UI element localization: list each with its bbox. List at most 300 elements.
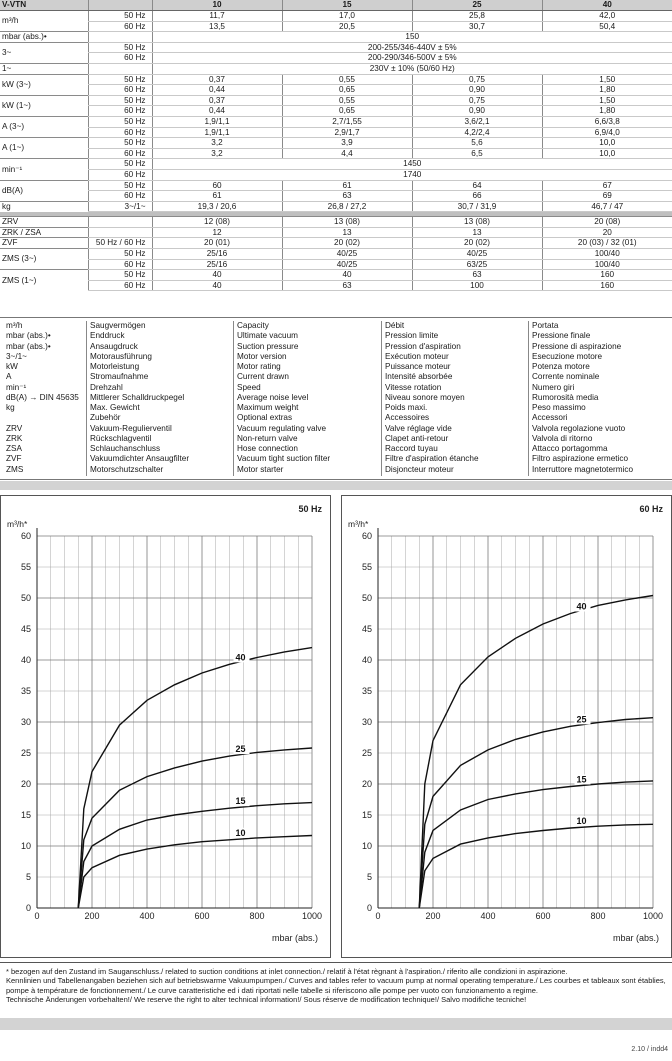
legend-entry: Motor version: [237, 351, 287, 361]
table-row: [0, 249, 672, 260]
legend-entry: Valvola regolazione vuoto: [532, 423, 626, 433]
y-tick-label: 50: [361, 593, 372, 603]
chart-title: 50 Hz: [298, 504, 322, 514]
y-tick-label: 0: [25, 903, 31, 913]
value-cell: 30,7: [412, 21, 542, 32]
y-tick-label: 55: [20, 562, 31, 572]
legend-entry: Saugvermögen: [90, 321, 146, 330]
value-cell: 61: [282, 180, 412, 191]
y-tick-label: 30: [20, 717, 31, 727]
frequency-cell: [88, 63, 152, 74]
frequency-cell: 50 Hz: [88, 11, 152, 22]
chart-panel-60hz: [341, 495, 672, 958]
value-cell: 20 (08): [542, 217, 672, 228]
frequency-cell: [88, 227, 152, 238]
legend-entry: Motorleistung: [90, 362, 140, 371]
series-label: 10: [576, 816, 587, 827]
x-axis-label: mbar (abs.): [271, 933, 318, 943]
frequency-cell: 50 Hz: [88, 270, 152, 281]
row-label: ZRV: [0, 217, 88, 228]
frequency-cell: 50 Hz: [88, 74, 152, 85]
legend-entry: Drehzahl: [90, 382, 123, 392]
y-tick-label: 25: [361, 748, 372, 758]
table-row: [0, 42, 672, 53]
value-cell: 200-255/346-440V ± 5%: [152, 42, 672, 53]
table-row: [0, 95, 672, 106]
legend-entry: Vakuum-Regulierventil: [90, 423, 172, 433]
bottom-band: [0, 1018, 672, 1030]
legend-entry: dB(A) → DIN 45635: [6, 392, 79, 402]
value-cell: 6,6/3,8: [542, 116, 672, 127]
y-tick-label: 40: [20, 655, 31, 665]
frequency-cell: 60 Hz: [88, 127, 152, 138]
legend-entry: m³/h: [6, 321, 23, 330]
value-cell: 40/25: [282, 249, 412, 260]
value-cell: 1,80: [542, 106, 672, 117]
legend-entry: Schlauchanschluss: [90, 444, 161, 453]
table-row: [0, 270, 672, 281]
value-cell: 25,8: [412, 11, 542, 22]
y-tick-label: 20: [20, 779, 31, 789]
row-label: ZMS (3~): [0, 249, 88, 270]
legend-entry: Attacco portagomma: [532, 444, 608, 453]
series-label: 10: [235, 827, 246, 838]
y-tick-label: 15: [361, 810, 372, 820]
frequency-cell: 60 Hz: [88, 259, 152, 270]
value-cell: 13 (08): [282, 217, 412, 228]
legend-entry: mbar (abs.)•: [6, 331, 51, 341]
table-row: [0, 21, 672, 32]
legend-entry: Vitesse rotation: [385, 382, 442, 392]
value-cell: 10,0: [542, 148, 672, 159]
frequency-cell: 50 Hz: [88, 138, 152, 149]
y-tick-label: 25: [20, 748, 31, 758]
row-label: dB(A): [0, 180, 88, 201]
legend-french: [385, 321, 479, 475]
value-cell: 1,80: [542, 85, 672, 96]
value-cell: 64: [412, 180, 542, 191]
value-cell: 63: [412, 270, 542, 281]
table-row: [0, 201, 672, 212]
value-cell: 69: [542, 191, 672, 202]
value-cell: 20: [542, 227, 672, 238]
table-row: [0, 74, 672, 85]
legend-entry: Potenza motore: [532, 362, 590, 371]
row-label: A (3~): [0, 116, 88, 137]
value-cell: 60: [152, 180, 282, 191]
table-row: [0, 11, 672, 22]
frequency-cell: 50 Hz: [88, 180, 152, 191]
legend-entry: Stromaufnahme: [90, 372, 149, 382]
legend-entry: Zubehör: [90, 413, 121, 423]
value-cell: 4,2/2,4: [412, 127, 542, 138]
value-cell: 13: [282, 227, 412, 238]
x-axis-label: mbar (abs.): [612, 933, 659, 943]
x-tick-label: 600: [194, 911, 210, 921]
x-tick-label: 400: [139, 911, 155, 921]
value-cell: 100/40: [542, 249, 672, 260]
table-row: [0, 148, 672, 159]
legend-symbols: [6, 321, 79, 475]
value-cell: 5,6: [412, 138, 542, 149]
legend-entry: Clapet anti-retour: [385, 433, 449, 443]
legend-entry: ZVF: [6, 454, 22, 464]
row-label: mbar (abs.)•: [0, 32, 88, 43]
y-tick-label: 35: [361, 686, 372, 696]
capacity-chart-50hz: [1, 496, 330, 957]
value-cell: 0,37: [152, 74, 282, 85]
row-label: A (1~): [0, 138, 88, 159]
legend-entry: Exécution moteur: [385, 351, 449, 361]
x-tick-label: 200: [84, 911, 100, 921]
value-cell: 1,9/1,1: [152, 116, 282, 127]
table-row: [0, 53, 672, 64]
y-tick-label: 55: [361, 562, 372, 572]
value-cell: 0,65: [282, 85, 412, 96]
legend-english: [237, 321, 330, 475]
series-label: 15: [576, 774, 587, 785]
value-cell: 40/25: [282, 259, 412, 270]
value-cell: 3,6/2,1: [412, 116, 542, 127]
legend-entry: ZRK: [6, 433, 23, 443]
frequency-cell: 50 Hz: [88, 159, 152, 170]
legend-entry: Vacuum tight suction filter: [237, 454, 331, 464]
legend-entry: Speed: [237, 382, 261, 392]
frequency-cell: [88, 217, 152, 228]
legend-entry: Intensité absorbée: [385, 372, 453, 382]
table-header-cell: 15: [282, 0, 412, 11]
frequency-cell: 50 Hz: [88, 116, 152, 127]
series-line: [419, 596, 653, 909]
legend-entry: Peso massimo: [532, 403, 586, 412]
legend-entry: Motor starter: [237, 464, 284, 474]
legend-entry: Pression limite: [385, 331, 439, 341]
legend-entry: ZRV: [6, 423, 23, 433]
abbreviation-legend: [0, 317, 672, 480]
legend-entry: Débit: [385, 321, 405, 330]
value-cell: 1,50: [542, 74, 672, 85]
legend-entry: Niveau sonore moyen: [385, 392, 465, 402]
legend-entry: Esecuzione motore: [532, 351, 603, 361]
value-cell: 1,50: [542, 95, 672, 106]
chart-panel-50hz: [0, 495, 331, 958]
legend-entry: Accessoires: [385, 413, 430, 423]
value-cell: 13 (08): [412, 217, 542, 228]
legend-entry: kg: [6, 403, 15, 412]
legend-entry: Ultimate vacuum: [237, 331, 298, 341]
legend-entry: Corrente nominale: [532, 372, 600, 382]
table-header-cell: 25: [412, 0, 542, 11]
legend-entry: min⁻¹: [6, 382, 27, 392]
frequency-cell: 50 Hz: [88, 42, 152, 53]
value-cell: 26,8 / 27,2: [282, 201, 412, 212]
series-label: 40: [576, 601, 587, 612]
legend-entry: Non-return valve: [237, 433, 298, 443]
legend-entry: Current drawn: [237, 372, 289, 382]
chart-title: 60 Hz: [639, 504, 663, 514]
value-cell: 20 (02): [412, 238, 542, 249]
value-cell: 19,3 / 20,6: [152, 201, 282, 212]
value-cell: 1450: [152, 159, 672, 170]
legend-entry: Optional extras: [237, 413, 293, 423]
row-label: m³/h: [0, 11, 88, 32]
value-cell: 0,55: [282, 74, 412, 85]
value-cell: 100/40: [542, 259, 672, 270]
y-tick-label: 35: [20, 686, 31, 696]
x-tick-label: 400: [480, 911, 496, 921]
legend-entry: Vacuum regulating valve: [237, 423, 327, 433]
x-tick-label: 800: [249, 911, 265, 921]
value-cell: 11,7: [152, 11, 282, 22]
value-cell: 13,5: [152, 21, 282, 32]
frequency-cell: 60 Hz: [88, 85, 152, 96]
table-row: [0, 169, 672, 180]
table-header-cell: [88, 0, 152, 11]
x-tick-label: 200: [425, 911, 441, 921]
table-row: [0, 85, 672, 96]
legend-entry: Motorschutzschalter: [90, 464, 164, 474]
value-cell: 160: [542, 270, 672, 281]
series-label: 40: [235, 652, 246, 663]
value-cell: 100: [412, 280, 542, 291]
value-cell: 0,65: [282, 106, 412, 117]
separator-band: [0, 481, 672, 490]
value-cell: 50,4: [542, 21, 672, 32]
value-cell: 20 (02): [282, 238, 412, 249]
y-tick-label: 40: [361, 655, 372, 665]
table-row: [0, 280, 672, 291]
y-tick-label: 60: [361, 531, 372, 541]
row-label: ZVF: [0, 238, 88, 249]
frequency-cell: 3~/1~: [88, 201, 152, 212]
series-line: [78, 648, 312, 908]
table-header-cell: 10: [152, 0, 282, 11]
legend-entry: Motorausführung: [90, 351, 152, 361]
value-cell: 40: [152, 270, 282, 281]
table-row: [0, 191, 672, 202]
table-row: [0, 180, 672, 191]
value-cell: 160: [542, 280, 672, 291]
value-cell: 20 (01): [152, 238, 282, 249]
legend-entry: A: [6, 372, 12, 382]
legend-entry: Max. Gewicht: [90, 403, 140, 412]
row-label: 1~: [0, 63, 88, 74]
y-tick-label: 5: [25, 872, 31, 882]
value-cell: 40: [282, 270, 412, 281]
value-cell: 17,0: [282, 11, 412, 22]
y-tick-label: 10: [20, 841, 31, 851]
legend-entry: Average noise level: [237, 392, 309, 402]
frequency-cell: 60 Hz: [88, 53, 152, 64]
value-cell: 6,5: [412, 148, 542, 159]
value-cell: 3,9: [282, 138, 412, 149]
row-label: kW (1~): [0, 95, 88, 116]
legend-entry: Numero giri: [532, 382, 575, 392]
legend-german: [90, 321, 189, 475]
legend-entry: Disjoncteur moteur: [385, 464, 454, 474]
y-tick-label: 45: [20, 624, 31, 634]
series-label: 25: [235, 744, 246, 755]
series-line: [419, 781, 653, 908]
legend-entry: Motor rating: [237, 362, 281, 371]
value-cell: 67: [542, 180, 672, 191]
footnote-changes: Technische Änderungen vorbehalten!/ We reserve the right to alter technical information!/ Sous réserve de modification technique!/ Salvo modifiche tecniche!: [6, 995, 527, 1005]
frequency-cell: 50 Hz / 60 Hz: [88, 238, 152, 249]
frequency-cell: 60 Hz: [88, 191, 152, 202]
legend-entry: Poids maxi.: [385, 403, 428, 412]
legend-entry: Filtre d'aspiration étanche: [385, 454, 479, 464]
value-cell: 30,7 / 31,9: [412, 201, 542, 212]
table-header-cell: 40: [542, 0, 672, 11]
y-tick-label: 15: [20, 810, 31, 820]
legend-entry: Vakuumdichter Ansaugfilter: [90, 454, 190, 464]
legend-entry: Accessori: [532, 413, 568, 423]
frequency-cell: 60 Hz: [88, 148, 152, 159]
table-row: [0, 159, 672, 170]
table-row: [0, 127, 672, 138]
legend-entry: Pression d'aspiration: [385, 341, 461, 351]
legend-entry: Valve réglage vide: [385, 423, 452, 433]
value-cell: 1,9/1,1: [152, 127, 282, 138]
value-cell: 0,55: [282, 95, 412, 106]
legend-entry: kW: [6, 362, 18, 371]
value-cell: 2,9/1,7: [282, 127, 412, 138]
legend-entry: Interruttore magnetotermico: [532, 464, 634, 474]
y-tick-label: 30: [361, 717, 372, 727]
value-cell: 2,7/1,55: [282, 116, 412, 127]
legend-entry: Hose connection: [237, 444, 298, 453]
table-row: [0, 32, 672, 43]
table-row: [0, 238, 672, 249]
legend-entry: Pressione finale: [532, 331, 591, 341]
value-cell: 200-290/346-500V ± 5%: [152, 53, 672, 64]
legend-entry: Ansaugdruck: [90, 341, 138, 351]
legend-entry: Raccord tuyau: [385, 444, 438, 453]
frequency-cell: 50 Hz: [88, 249, 152, 260]
value-cell: 25/16: [152, 259, 282, 270]
footer-notes: [0, 962, 672, 1042]
y-axis-label: m³/h*: [7, 519, 28, 529]
series-line: [419, 718, 653, 908]
value-cell: 42,0: [542, 11, 672, 22]
table-row: [0, 63, 672, 74]
legend-entry: ZSA: [6, 444, 22, 453]
x-tick-label: 600: [535, 911, 551, 921]
series-label: 15: [235, 796, 246, 807]
value-cell: 1740: [152, 169, 672, 180]
value-cell: 3,2: [152, 138, 282, 149]
value-cell: 63: [282, 191, 412, 202]
x-tick-label: 0: [34, 911, 40, 921]
series-line: [419, 824, 653, 908]
legend-entry: Portata: [532, 321, 559, 330]
table-row: [0, 106, 672, 117]
legend-entry: [6, 413, 79, 423]
specifications-table: [0, 0, 672, 291]
value-cell: 61: [152, 191, 282, 202]
y-tick-label: 45: [361, 624, 372, 634]
value-cell: 12: [152, 227, 282, 238]
legend-entry: ZMS: [6, 464, 24, 474]
legend-entry: mbar (abs.)•: [6, 341, 51, 351]
table-row: [0, 227, 672, 238]
y-tick-label: 50: [20, 593, 31, 603]
value-cell: 3,2: [152, 148, 282, 159]
value-cell: 6,9/4,0: [542, 127, 672, 138]
y-tick-label: 10: [361, 841, 372, 851]
value-cell: 20 (03) / 32 (01): [542, 238, 672, 249]
row-label: 3~: [0, 42, 88, 63]
series-label: 25: [576, 714, 587, 725]
legend-italian: [532, 321, 633, 475]
value-cell: 25/16: [152, 249, 282, 260]
value-cell: 20,5: [282, 21, 412, 32]
legend-entry: Mittlerer Schalldruckpegel: [90, 392, 185, 402]
value-cell: 150: [152, 32, 672, 43]
series-line: [78, 748, 312, 908]
y-tick-label: 60: [20, 531, 31, 541]
legend-entry: Rumorosità media: [532, 392, 599, 402]
footnote-temperature: Kennlinien und Tabellenangaben beziehen sich auf betriebswarme Vakuumpumpen./ Curves and tables refer to vacuum pump at normal operating temperature./ Les courbes et tableaux sont établies, pompe à température de fonctionnement./ Le curve caratteristiche ed i dati riportati nelle tabelle si riferiscono alle pompe per vuoto con funzionamento a regime.: [6, 976, 666, 995]
legend-entry: Enddruck: [90, 331, 125, 341]
table-row: [0, 259, 672, 270]
value-cell: 12 (08): [152, 217, 282, 228]
value-cell: 0,37: [152, 95, 282, 106]
frequency-cell: [88, 32, 152, 43]
frequency-cell: 60 Hz: [88, 21, 152, 32]
legend-entry: Maximum weight: [237, 403, 299, 412]
table-row: [0, 116, 672, 127]
frequency-cell: 60 Hz: [88, 280, 152, 291]
x-tick-label: 1000: [642, 911, 664, 921]
table-row: [0, 138, 672, 149]
legend-entry: Filtro aspirazione ermetico: [532, 454, 629, 464]
series-line: [78, 803, 312, 908]
frequency-cell: 50 Hz: [88, 95, 152, 106]
footnote-inlet: * bezogen auf den Zustand im Sauganschluss./ related to suction conditions at inlet connection./ relatif à l'état règnant à l'aspiration./ riferito alle condizioni in aspirazione.: [6, 967, 568, 976]
value-cell: 0,44: [152, 106, 282, 117]
value-cell: 40: [152, 280, 282, 291]
legend-entry: 3~/1~: [6, 351, 27, 361]
value-cell: 0,44: [152, 85, 282, 96]
y-tick-label: 0: [366, 903, 372, 913]
x-tick-label: 1000: [301, 911, 323, 921]
value-cell: 0,90: [412, 106, 542, 117]
x-tick-label: 0: [375, 911, 381, 921]
legend-entry: Suction pressure: [237, 341, 299, 351]
legend-entry: Pressione di aspirazione: [532, 341, 622, 351]
row-label: ZRK / ZSA: [0, 227, 88, 238]
legend-entry: Capacity: [237, 321, 269, 330]
row-label: ZMS (1~): [0, 270, 88, 291]
value-cell: 0,90: [412, 85, 542, 96]
row-label: min⁻¹: [0, 159, 88, 180]
value-cell: 46,7 / 47: [542, 201, 672, 212]
row-label: kW (3~): [0, 74, 88, 95]
value-cell: 0,75: [412, 95, 542, 106]
table-title: V-VTN: [0, 0, 88, 11]
capacity-chart-60hz: [342, 496, 671, 957]
frequency-cell: 60 Hz: [88, 106, 152, 117]
value-cell: 10,0: [542, 138, 672, 149]
table-row: [0, 217, 672, 228]
y-tick-label: 20: [361, 779, 372, 789]
value-cell: 13: [412, 227, 542, 238]
row-label: kg: [0, 201, 88, 212]
legend-entry: Puissance moteur: [385, 362, 451, 371]
y-axis-label: m³/h*: [348, 519, 369, 529]
value-cell: 63: [282, 280, 412, 291]
